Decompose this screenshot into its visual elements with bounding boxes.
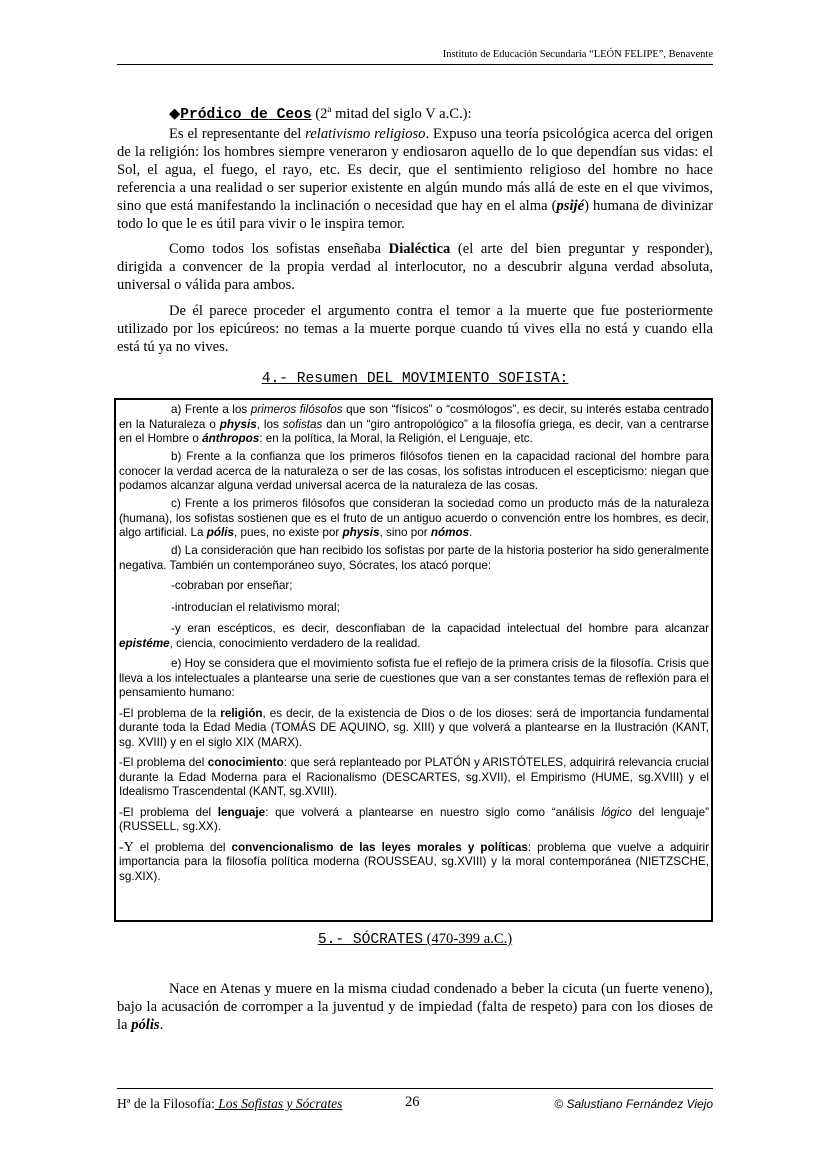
summary-box: [114, 398, 713, 922]
prodico-name: Pródico de Ceos: [180, 106, 312, 123]
summary-point-b: b) Frente a la confianza que los primeros filósofos tienen en la capacidad racional del hombre para conocer la verdad acerca de la naturaleza o ser de las cosas, los sofistas introducen el escepticismo: niegan que podamos alcanzar alguna verdad universal acerca de la naturaleza de las cosas.: [119, 450, 709, 492]
summary-item-3: -y eran escépticos, es decir, desconfiaban de la capacidad intelectual del hombre para alcanzar epistéme, ciencia, conocimiento verdadero de la realidad.: [119, 622, 709, 650]
prodico-paragraph-2: Como todos los sofistas enseñaba Dialéctica (el arte del bien preguntar y responder), dirigida a convencer de la propia verdad al interlocutor, no a descubrir alguna verdad absoluta, universal o válida para ambos.: [117, 241, 713, 293]
problem-religion: -El problema de la religión, es decir, de la existencia de Dios o de los dioses: será de importancia fundamental durante toda la Edad Media (TOMÁS DE AQUINO, sg. XIII) y que volverá a plantearse en la Ilustración (KANT, sg. XVIII) y en el siglo XIX (MARX).: [119, 706, 709, 749]
summary-point-c: c) Frente a los primeros filósofos que consideran la sociedad como un producto más de la naturaleza (humana), los sofistas sostienen que es el fruto de un antiguo acuerdo o convención entre los hombres, es decir, algo artificial. La pólis, pues, no existe por physis, sino por nómos.: [119, 497, 709, 539]
socrates-paragraph: Nace en Atenas y muere en la misma ciudad condenado a beber la cicuta (un fuerte veneno), bajo la acusación de corromper a la juventud y de impiedad (falta de respeto) para con los dioses de la pólis.: [117, 981, 713, 1033]
prodico-dates: (2$^a$ mitad del siglo V a.C.):: [311, 104, 472, 122]
problem-language: -El problema del lenguaje: que volverá a plantearse en nuestro siglo como “análisis lógico del lenguaje” (RUSSELL, sg.XX).: [119, 805, 709, 833]
footer-rule: [117, 1088, 713, 1089]
prodico-paragraph-3: De él parece proceder el argumento contra el temor a la muerte que fue posteriormente utilizado por los epicúreos: no temas a la muerte porque cuando tú vives ella no está y cuando ella está tú ya no vives.: [117, 303, 713, 355]
summary-item-1: -cobraban por enseñar;: [171, 579, 293, 592]
footer-title: Los Sofistas y Sócrates: [214, 1096, 343, 1111]
section-4-title: 4.- Resumen DEL MOVIMIENTO SOFISTA:: [261, 371, 569, 387]
summary-item-2: -introducían el relativismo moral;: [171, 600, 340, 614]
summary-point-e: e) Hoy se considera que el movimiento sofista fue el reflejo de la primera crisis de la filosofía. Crisis que lleva a los intelectuales a plantearse una serie de cuestiones que van a ser constantes temas de reflexión para el pensamiento humano:: [119, 657, 709, 699]
summary-point-a: a) Frente a los primeros filósofos que son “físicos” o “cosmólogos”, es decir, su interés estaba centrado en la Naturaleza o physis, los sofistas dan un “giro antropológico” a la filosofía griega, es decir, van a centrarse en el Hombre o ánthropos: en la política, la Moral, la Religión, el Lenguaje, etc.: [119, 403, 710, 445]
page-number: 26: [405, 1094, 420, 1110]
section-5-title: 5.- SÓCRATES (470-399 a.C.): [317, 931, 513, 948]
diamond-bullet-icon: ◆: [169, 105, 181, 122]
problem-knowledge: -El problema del conocimiento: que será replanteado por PLATÓN y ARISTÓTELES, adquirirá relevancia crucial durante la Edad Moderna para el Racionalismo (DESCARTES, sg.XVII), el Empirismo (HUME, sg.XVIII) y el Idealismo Trascendental (KANT, sg.XVIII).: [119, 756, 709, 798]
header-rule: [117, 64, 713, 65]
page-header: Instituto de Educación Secundaria “LEÓN FELIPE”, Benavente: [442, 49, 713, 60]
prodico-paragraph-1: Es el representante del relativismo religioso. Expuso una teoría psicológica acerca del origen de la religión: los hombres siempre veneraron y endiosaron aquello de lo que dependían sus vidas: el Sol, el agua, el fuego, el rayo, etc. Es decir, que el sentimiento religioso del hombre no hace referencia a una realidad o ser superior existente en algún mundo más allá de este en el que vivimos, sino que está manifestando la inclinación o necesidad que hay en el alma (psijé) humana de divinizar todo lo que le es útil para vivir o le inspira temor.: [117, 126, 713, 232]
footer-subject: Hª de la Filosofía: Los Sofistas y Sócrates: [117, 1096, 343, 1111]
problem-conventionalism: -Y el problema del convencionalismo de las leyes morales y políticas: problema que vuelve a adquirir importancia para la filosofía política moderna (ROUSSEAU, sg.XVIII) y la moral contemporánea (NIETZSCHE, sg.XIX).: [119, 839, 709, 883]
summary-point-d: d) La consideración que han recibido los sofistas por parte de la historia posterior ha sido generalmente negativa. También un contemporáneo suyo, Sócrates, los atacó porque:: [119, 544, 709, 572]
prodico-heading: [117, 100, 713, 124]
footer-author: © Salustiano Fernández Viejo: [554, 1097, 713, 1111]
